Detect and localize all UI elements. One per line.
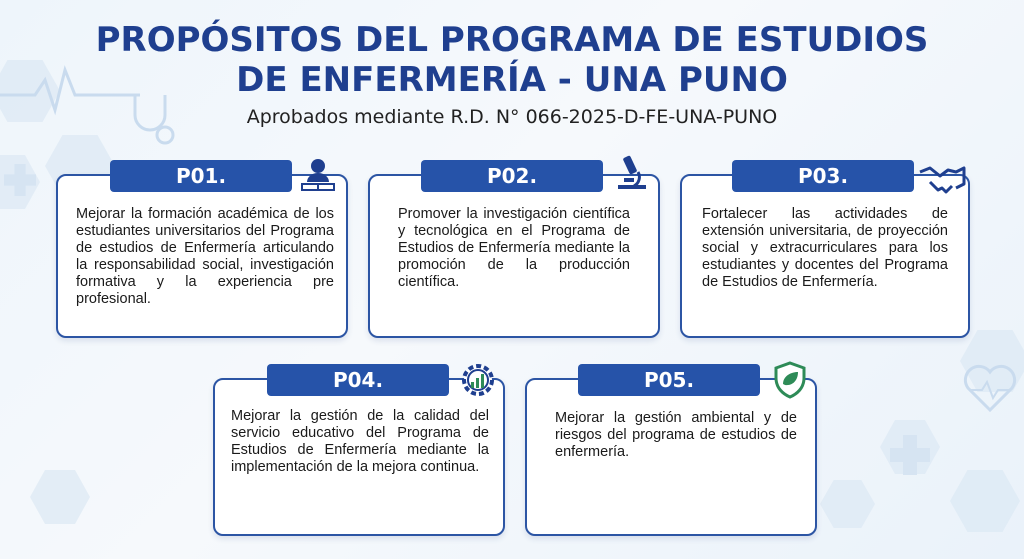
medical-cross-icon (885, 430, 935, 480)
decor-hexagon (820, 480, 875, 528)
purpose-code-badge: P02. (421, 160, 603, 192)
purpose-code-badge: P01. (110, 160, 292, 192)
purpose-text: Mejorar la gestión de la calidad del servicio educativo del Programa de Estudios de Enfermería mediante la implementación de la mejora continua. (231, 408, 489, 475)
handshake-icon (918, 158, 966, 198)
purpose-text: Fortalecer las actividades de extensión universitaria, de proyección social y extracurriculares para los estudiantes y docentes del Programa de Estudios de Enfermería. (702, 206, 948, 290)
purpose-code-badge: P04. (267, 364, 449, 396)
microscope-icon (612, 152, 652, 192)
decor-hexagon (30, 470, 90, 524)
purpose-code-badge: P05. (578, 364, 760, 396)
title-line-1: PROPÓSITOS DEL PROGRAMA DE ESTUDIOS (95, 20, 929, 60)
purpose-code-badge: P03. (732, 160, 914, 192)
shield-leaf-icon (770, 360, 810, 400)
student-book-icon (298, 154, 338, 194)
decor-hexagon (950, 470, 1020, 532)
page-subtitle: Aprobados mediante R.D. N° 066-2025-D-FE-UNA-PUNO (246, 106, 778, 128)
title-line-2: DE ENFERMERÍA - UNA PUNO (236, 60, 788, 100)
gear-chart-icon (458, 360, 498, 400)
medical-cross-icon (0, 160, 40, 200)
page-title (0, 20, 1024, 100)
heart-pulse-icon (960, 360, 1020, 415)
purpose-text: Mejorar la gestión ambiental y de riesgos del programa de estudios de enfermería. (555, 410, 797, 460)
purpose-text: Promover la investigación científica y tecnológica en el Programa de Estudios de Enfermería mediante la promoción de la producción científica. (398, 206, 630, 290)
purpose-text: Mejorar la formación académica de los estudiantes universitarios del Programa de estudios de Enfermería articulando la responsabilidad social, investigación formativa y la experiencia pre profesional. (76, 206, 334, 307)
